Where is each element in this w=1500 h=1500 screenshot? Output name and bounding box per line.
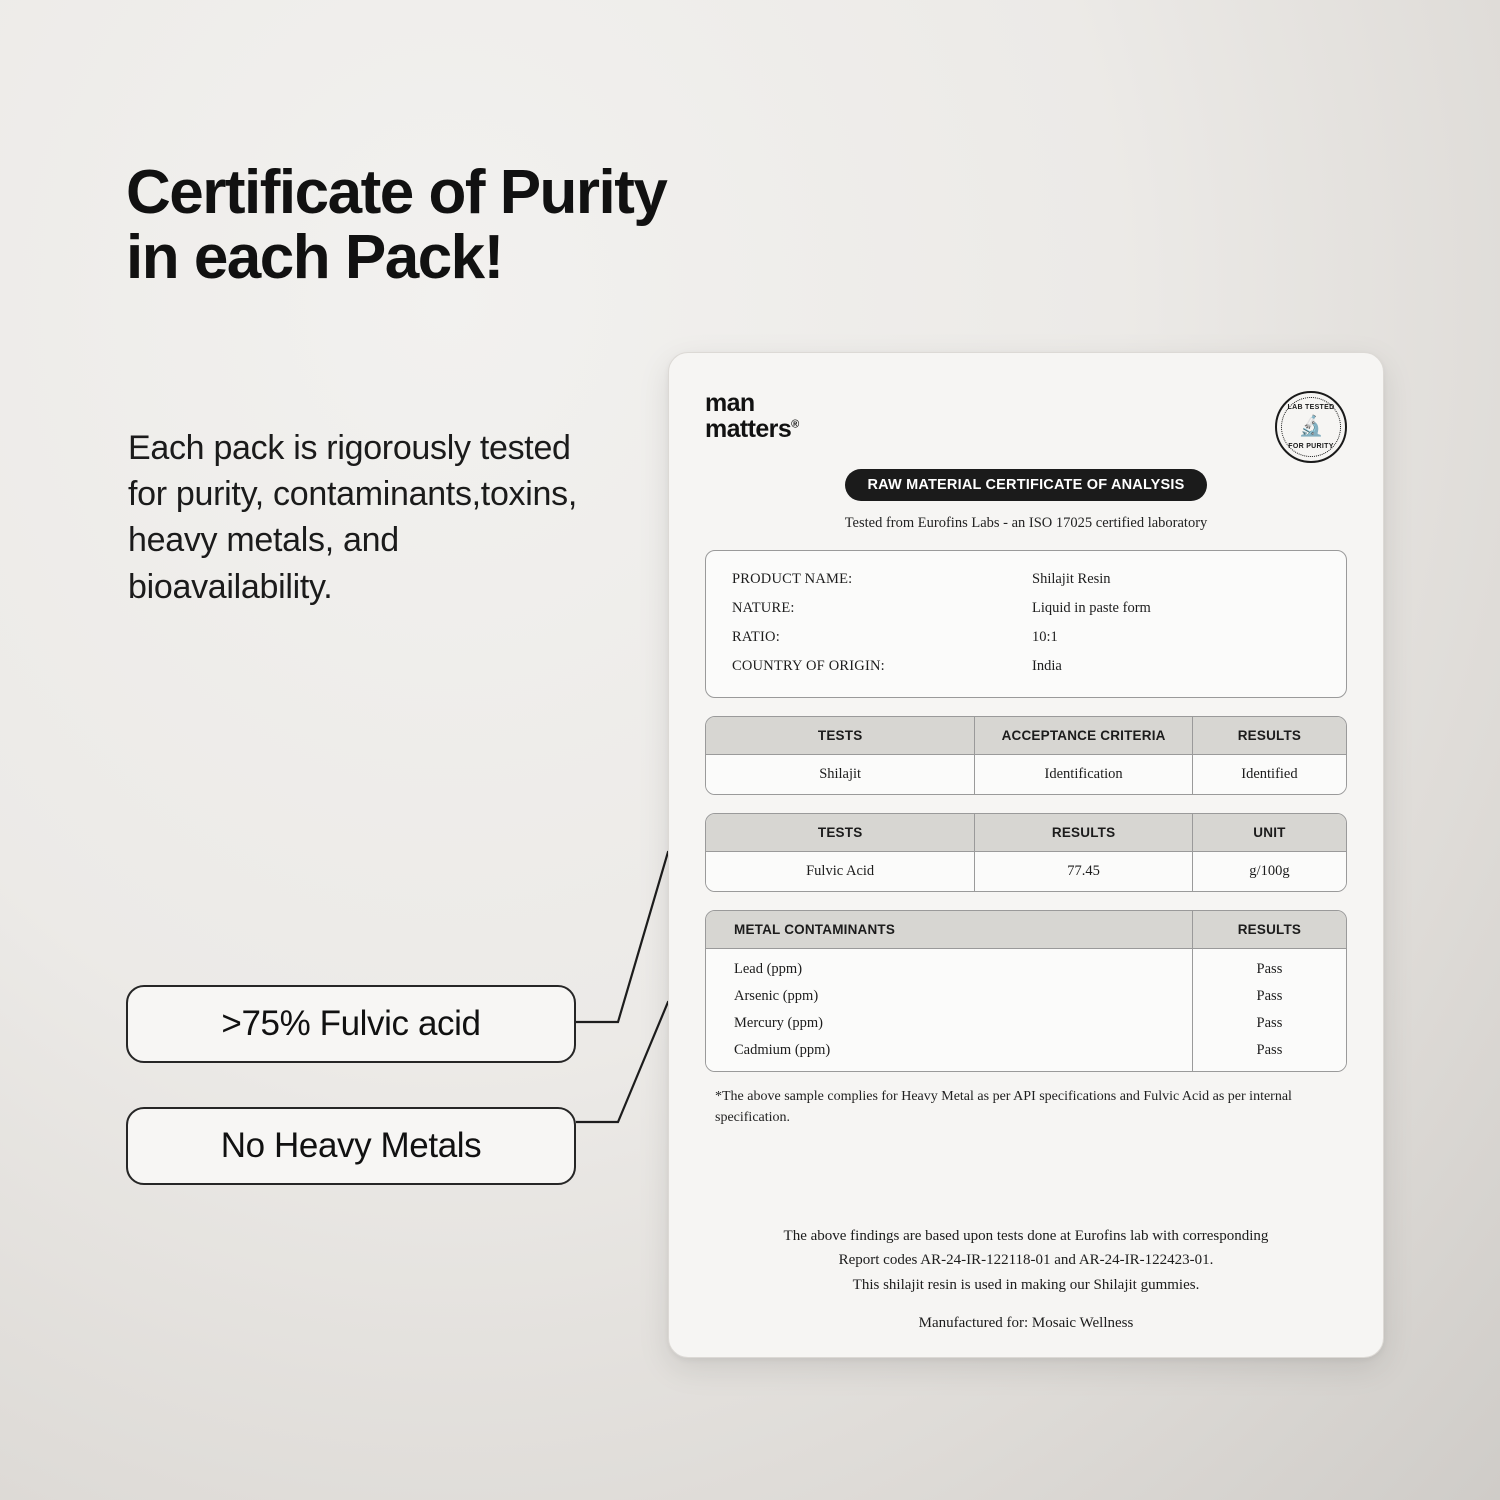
info-row (732, 652, 1320, 681)
footer-line-2: Report codes AR-24-IR-122118-01 and AR-24-IR-122423-01. (838, 1252, 1214, 1269)
certificate-footer (705, 1224, 1347, 1335)
metal-contaminants-table (706, 911, 1346, 1071)
registered-trademark-icon: ® (791, 418, 799, 431)
table-row (706, 983, 1346, 1010)
certificate-card (668, 352, 1384, 1358)
certificate-header (705, 391, 1347, 463)
identification-table-block (705, 716, 1347, 795)
compliance-note: *The above sample complies for Heavy Metal as per API specifications and Fulvic Acid as per internal specification. (715, 1089, 1292, 1125)
callout-fulvic-acid (126, 985, 576, 1063)
info-value: Shilajit Resin (1032, 571, 1111, 587)
column-header: RESULTS (1192, 717, 1346, 755)
table-header-row (706, 814, 1346, 852)
table-cell: Pass (1192, 1037, 1346, 1071)
product-info-block (705, 550, 1347, 698)
lab-subtitle: Tested from Eurofins Labs - an ISO 17025 certified laboratory (844, 515, 1208, 531)
table-cell: Pass (1192, 949, 1346, 984)
info-row (732, 623, 1320, 652)
assay-table-block (705, 813, 1347, 892)
table-row (706, 1010, 1346, 1037)
table-cell: Shilajit (706, 755, 975, 795)
table-cell: 77.45 (975, 852, 1193, 892)
column-header: UNIT (1192, 814, 1346, 852)
info-row (732, 594, 1320, 623)
column-header: TESTS (706, 814, 975, 852)
table-cell: Cadmium (ppm) (706, 1037, 1192, 1071)
callout-no-heavy-metals (126, 1107, 576, 1185)
assay-table (706, 814, 1346, 891)
seal-bottom-text: FOR PURITY (1288, 443, 1334, 450)
table-row (706, 755, 1346, 795)
column-header: TESTS (706, 717, 975, 755)
column-header: METAL CONTAMINANTS (706, 911, 1192, 949)
table-row (706, 1037, 1346, 1071)
table-row (706, 949, 1346, 984)
brand-logo (705, 391, 799, 442)
footer-manufactured-for: Manufactured for: Mosaic Wellness (918, 1314, 1134, 1331)
brand-logo-line-1: man (705, 389, 755, 417)
info-value: India (1032, 658, 1062, 674)
lab-tested-seal-icon (1275, 391, 1347, 463)
info-row (732, 565, 1320, 594)
identification-table (706, 717, 1346, 794)
microscope-icon: 🔬 (1298, 415, 1324, 438)
page-title (126, 158, 686, 293)
column-header: RESULTS (975, 814, 1193, 852)
column-header: RESULTS (1192, 911, 1346, 949)
info-key: COUNTRY OF ORIGIN: (732, 658, 885, 674)
footer-line-1: The above findings are based upon tests done at Eurofins lab with corresponding (783, 1228, 1269, 1244)
info-value: 10:1 (1032, 629, 1058, 645)
table-header-row (706, 717, 1346, 755)
table-cell: Pass (1192, 1010, 1346, 1037)
table-header-row (706, 911, 1346, 949)
headline-line-1: Certificate of Purity (126, 158, 667, 227)
table-cell: Lead (ppm) (706, 949, 1192, 984)
table-cell: Identification (975, 755, 1193, 795)
metal-contaminants-table-block (705, 910, 1347, 1072)
table-cell: g/100g (1192, 852, 1346, 892)
table-cell: Identified (1192, 755, 1346, 795)
callout-no-heavy-metals-label: No Heavy Metals (220, 1126, 482, 1165)
footer-line-3: This shilajit resin is used in making our Shilajit gummies. (852, 1276, 1200, 1293)
intro-paragraph: Each pack is rigorously tested for purity, contaminants,toxins, heavy metals, and bioavailability. (128, 429, 577, 606)
info-key: NATURE: (732, 600, 795, 616)
table-cell: Pass (1192, 983, 1346, 1010)
info-value: Liquid in paste form (1032, 600, 1151, 616)
seal-top-text: LAB TESTED (1287, 404, 1335, 411)
info-key: PRODUCT NAME: (732, 571, 853, 587)
table-cell: Fulvic Acid (706, 852, 975, 892)
brand-logo-line-2: matters® (705, 414, 799, 443)
table-row (706, 852, 1346, 892)
column-header: ACCEPTANCE CRITERIA (975, 717, 1193, 755)
info-key: RATIO: (732, 629, 780, 645)
table-cell: Mercury (ppm) (706, 1010, 1192, 1037)
table-cell: Arsenic (ppm) (706, 983, 1192, 1010)
headline-line-2: in each Pack! (126, 223, 503, 293)
callout-fulvic-acid-label: >75% Fulvic acid (221, 1004, 481, 1043)
certificate-ribbon-title: RAW MATERIAL CERTIFICATE OF ANALYSIS (845, 469, 1206, 501)
